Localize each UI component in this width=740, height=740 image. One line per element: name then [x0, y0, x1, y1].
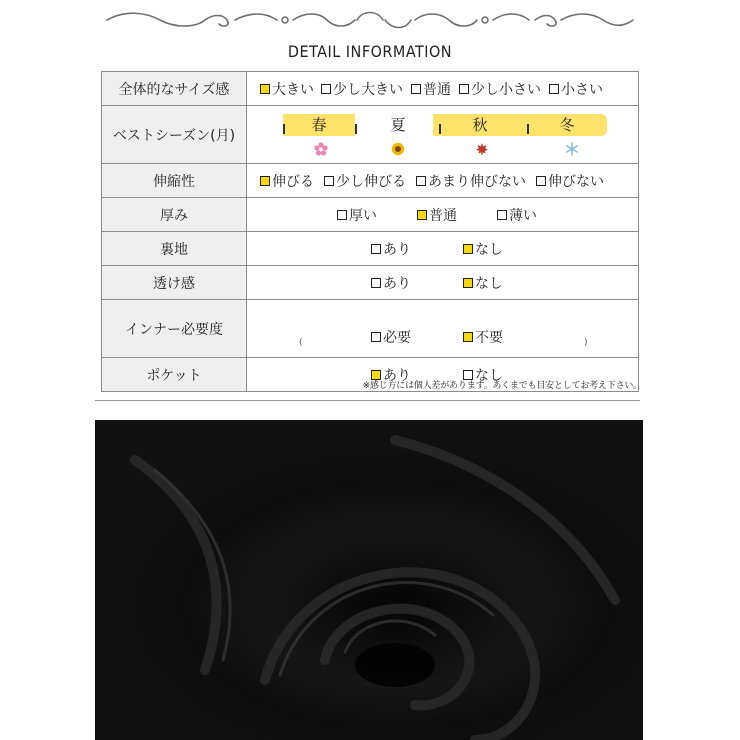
option-size-normal: 普通 — [411, 79, 451, 99]
season-divider — [355, 124, 357, 134]
checkbox-unchecked — [536, 176, 546, 186]
option-pocket-yes: あり — [371, 365, 411, 385]
table-row — [102, 106, 639, 164]
season-divider — [283, 124, 285, 134]
table-row — [102, 198, 639, 232]
table-row — [102, 266, 639, 300]
size-options — [247, 72, 639, 106]
row-label-thickness: 厚み — [102, 198, 247, 232]
option-inner-needed: 必要 — [371, 327, 411, 347]
checkbox-checked — [463, 244, 473, 254]
table-row — [102, 72, 639, 106]
season-divider — [439, 124, 441, 134]
option-thickness-normal: 普通 — [417, 205, 457, 225]
section-divider — [95, 400, 640, 401]
paren-close: ) — [584, 338, 588, 348]
table-row — [102, 164, 639, 198]
checkbox-checked — [463, 278, 473, 288]
checkbox-unchecked — [497, 210, 507, 220]
stretch-options — [247, 164, 639, 198]
sunflower-icon — [391, 142, 405, 156]
checkbox-unchecked — [411, 84, 421, 94]
option-thin: 薄い — [497, 205, 537, 225]
option-sheer-no: なし — [463, 273, 503, 293]
season-cells — [247, 106, 639, 164]
table-row — [102, 300, 639, 358]
checkbox-unchecked — [459, 84, 469, 94]
checkbox-unchecked — [416, 176, 426, 186]
option-thick: 厚い — [337, 205, 377, 225]
disclaimer-note: ※感じ方には個人差があります。あくまでも目安としてお考え下さい。 — [362, 381, 642, 391]
lining-options — [247, 232, 639, 266]
maple-leaf-icon — [475, 142, 489, 156]
option-stretch-yes: 伸びる — [260, 171, 314, 191]
season-divider — [527, 124, 529, 134]
option-lining-no: なし — [463, 239, 503, 259]
row-label-season: ベストシーズン(月) — [102, 106, 247, 164]
option-sheer-yes: あり — [371, 273, 411, 293]
checkbox-unchecked — [371, 332, 381, 342]
snowflake-icon — [565, 142, 579, 156]
row-label-size: 全体的なサイズ感 — [102, 72, 247, 106]
checkbox-unchecked — [324, 176, 334, 186]
season-summer: 夏 — [355, 114, 441, 136]
row-label-sheerness: 透け感 — [102, 266, 247, 300]
option-stretch-slight: 少し伸びる — [324, 171, 406, 191]
option-inner-not-needed: 不要 — [463, 327, 503, 347]
table-row — [102, 232, 639, 266]
checkbox-checked — [260, 84, 270, 94]
checkbox-checked — [463, 332, 473, 342]
thickness-options — [247, 198, 639, 232]
sheerness-options — [247, 266, 639, 300]
option-size-small: 小さい — [549, 79, 603, 99]
checkbox-checked — [417, 210, 427, 220]
inner-options — [247, 300, 639, 358]
row-label-pocket: ポケット — [102, 358, 247, 392]
checkbox-unchecked — [549, 84, 559, 94]
option-stretch-little: あまり伸びない — [416, 171, 526, 191]
checkbox-unchecked — [371, 244, 381, 254]
season-autumn: 秋 — [433, 114, 527, 136]
fabric-photo — [95, 420, 643, 740]
page-title: DETAIL INFORMATION — [287, 42, 453, 61]
checkbox-unchecked — [321, 84, 331, 94]
option-pocket-no: なし — [463, 365, 503, 385]
checkbox-unchecked — [337, 210, 347, 220]
sakura-icon — [314, 142, 328, 156]
option-size-large: 大きい — [260, 79, 314, 99]
checkbox-checked — [260, 176, 270, 186]
row-label-lining: 裏地 — [102, 232, 247, 266]
decorative-ornament — [105, 8, 635, 32]
row-label-stretch: 伸縮性 — [102, 164, 247, 198]
season-winter: 冬 — [527, 114, 607, 136]
season-spring: 春 — [283, 114, 355, 136]
checkbox-unchecked — [371, 278, 381, 288]
paren-open: ( — [299, 338, 303, 348]
option-size-slightly-small: 少し小さい — [459, 79, 541, 99]
option-stretch-no: 伸びない — [536, 171, 604, 191]
option-size-slightly-large: 少し大きい — [321, 79, 403, 99]
row-label-inner: インナー必要度 — [102, 300, 247, 358]
detail-table — [101, 71, 639, 392]
option-lining-yes: あり — [371, 239, 411, 259]
